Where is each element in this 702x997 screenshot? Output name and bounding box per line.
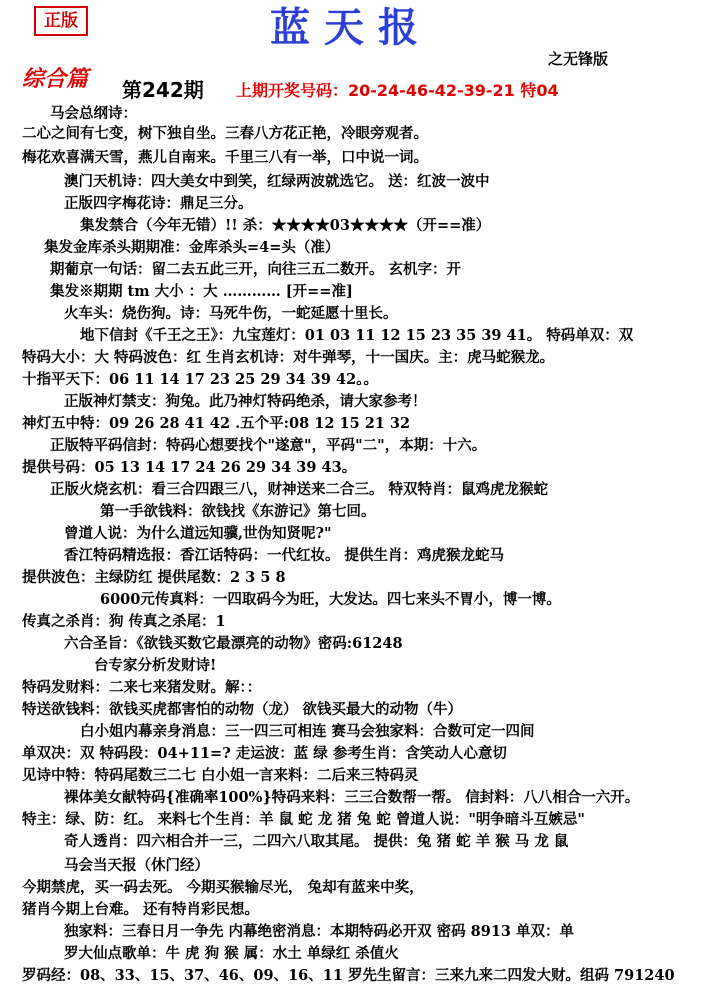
text-line: 地下信封《千王之王》：九宝莲灯：01 03 11 12 15 23 35 39 41。 特码单双：双 xyxy=(80,327,634,344)
text-line: 集发禁合（今年无错）!! 杀：★★★★03★★★★（开==准） xyxy=(80,217,491,234)
text-line: 二心之间有七变，树下独自坐。三春八方花正艳，冷眼旁观者。 xyxy=(22,125,428,142)
text-line: 台专家分析发财诗! xyxy=(94,657,217,674)
text-line: 正版火烧玄机：看三合四跟三八，财神送来二合三。 特双特肖：鼠鸡虎龙猴蛇 xyxy=(50,481,549,498)
text-line: 罗码经：08、33、15、37、46、09、16、11 罗先生留言：三来九来二四发大财。组码 791240 xyxy=(22,967,675,984)
text-line: 期葡京一句话：留二去五此三开，向往三五二数开。 玄机字：开 xyxy=(50,261,462,278)
text-line: 今期禁虎，买一码去死。 今期买猴输尽光， 兔却有蓝来中奖， xyxy=(22,879,424,896)
text-line: 提供号码：05 13 14 17 24 26 29 34 39 43。 xyxy=(22,459,357,476)
text-line: 正版神灯禁支：狗兔。此乃神灯特码绝杀，请大家参考！ xyxy=(64,393,427,410)
text-line: 特码发财料：二来七来猪发财。解：： xyxy=(22,679,262,696)
text-line: 独家料：三春日月一争先 内幕绝密消息：本期特码必开双 密码 8913 单双：单 xyxy=(64,923,575,940)
text-line: 香江特码精选报：香江话特码：一代红妆。 提供生肖：鸡虎猴龙蛇马 xyxy=(64,547,505,564)
text-line: 特码大小：大 特码波色：红 生肖玄机诗：对牛弹琴，十一国庆。主：虎马蛇猴龙。 xyxy=(22,349,555,366)
text-line: 提供波色：主绿防红 提供尾数：2 3 5 8 xyxy=(22,569,286,586)
text-line: 集发※期期 tm 大小 ：大 ………… [开==准] xyxy=(50,283,353,300)
edition-label: 之无锋版 xyxy=(548,50,609,68)
text-line: 正版特平码信封：特码心想要找个"遂意"，平码"二"，本期：十六。 xyxy=(50,437,487,454)
text-line: 火车头：烧伤狗。诗：马死牛伤，一蛇延愿十里长。 xyxy=(64,305,398,322)
previous-result: 上期开奖号码：20-24-46-42-39-21 特04 xyxy=(236,81,559,100)
text-line: 正版四字梅花诗：鼎足三分。 xyxy=(64,195,253,212)
text-line: 罗大仙点歌单：牛 虎 狗 猴 属：水土 单绿红 杀值火 xyxy=(64,945,399,962)
text-line: 传真之杀肖：狗 传真之杀尾：1 xyxy=(22,613,226,630)
text-line: 曾道人说：为什么道远知骥,世伪知贤呢?" xyxy=(64,525,332,542)
text-line: 白小姐内幕亲身消息：三一四三可相连 赛马会独家料：合数可定一四间 xyxy=(80,723,535,740)
text-line: 集发金库杀头期期准：金库杀头=4=头（准） xyxy=(44,239,340,256)
text-line: 六合圣旨：《欲钱买数它最漂亮的动物》密码:61248 xyxy=(64,635,403,652)
text-line: 马会总纲诗： xyxy=(50,105,137,122)
newspaper-title: 蓝天报 xyxy=(270,5,432,51)
text-line: 猪肖今期上台难。 还有特肖彩民想。 xyxy=(22,901,260,918)
text-line: 特主：绿、防：红。 来料七个生肖：羊 鼠 蛇 龙 猪 兔 蛇 曾道人说："明争暗斗互嫉忌" xyxy=(22,811,585,828)
section-label: 综合篇 xyxy=(22,66,89,92)
genuine-edition-stamp: 正版 xyxy=(34,6,88,36)
text-line: 见诗中特：特码尾数三二七 白小姐一言来料：二后来三特码灵 xyxy=(22,767,419,784)
text-line: 梅花欢喜满天雪，燕儿自南来。千里三八有一举，口中说一词。 xyxy=(22,149,428,166)
text-line: 6000元传真料：一四取码今为旺，大发达。四七来头不胃小，博一博。 xyxy=(100,591,561,608)
text-line: 奇人透肖：四六相合并一三，二四六八取其尾。 提供：兔 猪 蛇 羊 猴 马 龙 鼠 xyxy=(64,833,569,850)
text-line: 裸体美女献特码{准确率100%}特码来料：三三合数帮一帮。 信封料：八八相合一六开。 xyxy=(64,789,640,806)
text-line: 特送欲钱料：欲钱买虎都害怕的动物（龙） 欲钱买最大的动物（牛） xyxy=(22,701,463,718)
text-line: 单双决：双 特码段：04+11=? 走运波：蓝 绿 参考生肖：含笑动人心意切 xyxy=(22,745,507,762)
text-line: 神灯五中特：09 26 28 41 42 .五个平:08 12 15 21 32 xyxy=(22,415,411,432)
text-line: 十指平天下：06 11 14 17 23 25 29 34 39 42。。 xyxy=(22,371,378,388)
text-line: 澳门天机诗：四大美女中到笑，红绿两波就选它。 送：红波一波中 xyxy=(64,173,490,190)
text-line: 马会当天报（休门经） xyxy=(64,857,209,874)
issue-number: 第242期 xyxy=(122,78,204,102)
text-line: 第一手欲钱料：欲钱找《东游记》第七回。 xyxy=(100,503,376,520)
